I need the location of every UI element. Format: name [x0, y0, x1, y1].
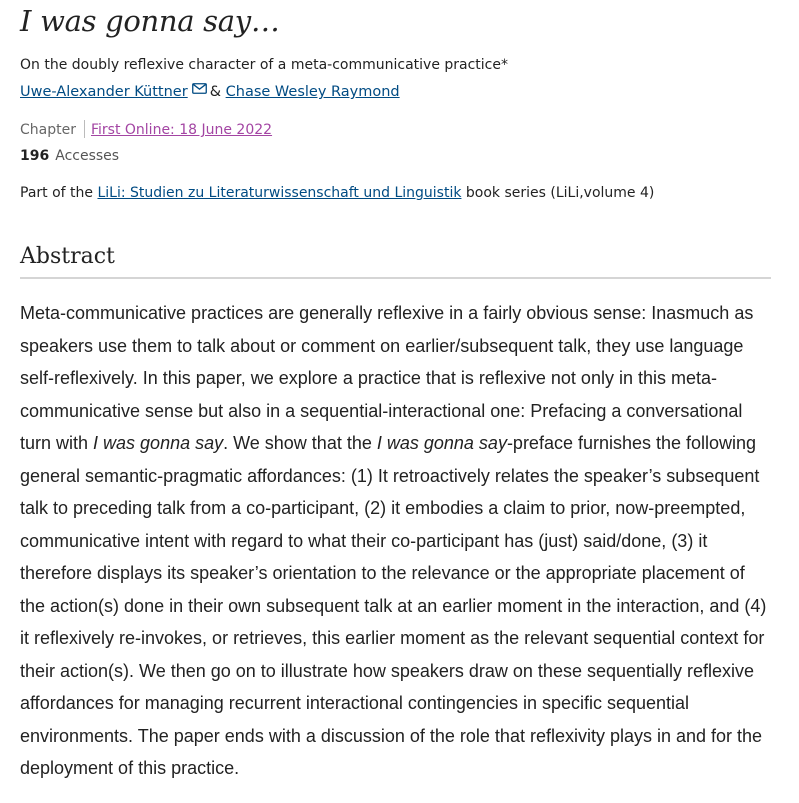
author-list: [20, 80, 771, 102]
series-link[interactable]: LiLi: Studien zu Literaturwissenschaft und Linguistik: [97, 185, 462, 201]
content-type-label: Chapter: [20, 122, 76, 138]
chapter-subtitle: On the doubly reflexive character of a meta-communicative practice*: [20, 57, 508, 73]
chapter-page: [20, 0, 771, 803]
abstract-segment: Meta-communicative practices are generally reflexive in a fairly obvious sense: Inasmuch as speakers use them to talk about or comment on earlier/subsequent talk, they use language self-reflexively. In this paper, we explore a practice that is reflexive not only in this meta-communicative sense but also in a sequential-interactional one: Prefacing a conversational turn with: [20, 303, 754, 454]
first-online-link[interactable]: First Online: 18 June 2022: [90, 122, 273, 138]
book-series-info: [20, 183, 771, 203]
series-suffix: book series (LiLi,volume 4): [465, 185, 655, 201]
author-link-kuttner[interactable]: Uwe-Alexander Küttner: [20, 84, 188, 100]
abstract-text: [20, 297, 771, 785]
abstract-heading: Abstract: [20, 243, 771, 279]
chapter-title: I was gonna say…: [20, 4, 280, 38]
accesses-count: 196: [20, 148, 50, 164]
abstract-segment-italic: I was gonna say: [93, 433, 224, 454]
access-metrics: [20, 146, 771, 166]
abstract-segment: -preface furnishes the following general semantic-pragmatic affordances: (1) It retroactively relates the speaker’s subsequent talk to preceding talk from a co-participant, (2) it embodies a claim to prior, now-preempted, communicative intent with regard to what their co-participant has (just) said/done, (3) it therefore displays its speaker’s orientation to the relevance or the appropriate placement of the action(s) done in their own subsequent talk at an earlier moment in the interaction, and (4) it reflexively re-invokes, or retrieves, this earlier moment as the relevant sequential context for their action(s). We then go on to illustrate how speakers draw on these sequentially reflexive affordances for managing recurrent interactional contingencies in specific sequential environments. The paper ends with a discussion of the role that reflexivity plays in and for the deployment of this practice.: [20, 433, 767, 779]
author-separator: &: [209, 84, 222, 100]
author-link-raymond[interactable]: Chase Wesley Raymond: [225, 84, 400, 100]
envelope-icon[interactable]: [192, 80, 207, 100]
chapter-meta: [20, 120, 771, 140]
series-prefix: Part of the: [20, 185, 94, 201]
abstract-segment: . We show that the: [223, 433, 377, 454]
meta-divider: [84, 120, 85, 138]
abstract-segment-italic: I was gonna say: [376, 433, 507, 454]
accesses-label: Accesses: [55, 148, 120, 164]
